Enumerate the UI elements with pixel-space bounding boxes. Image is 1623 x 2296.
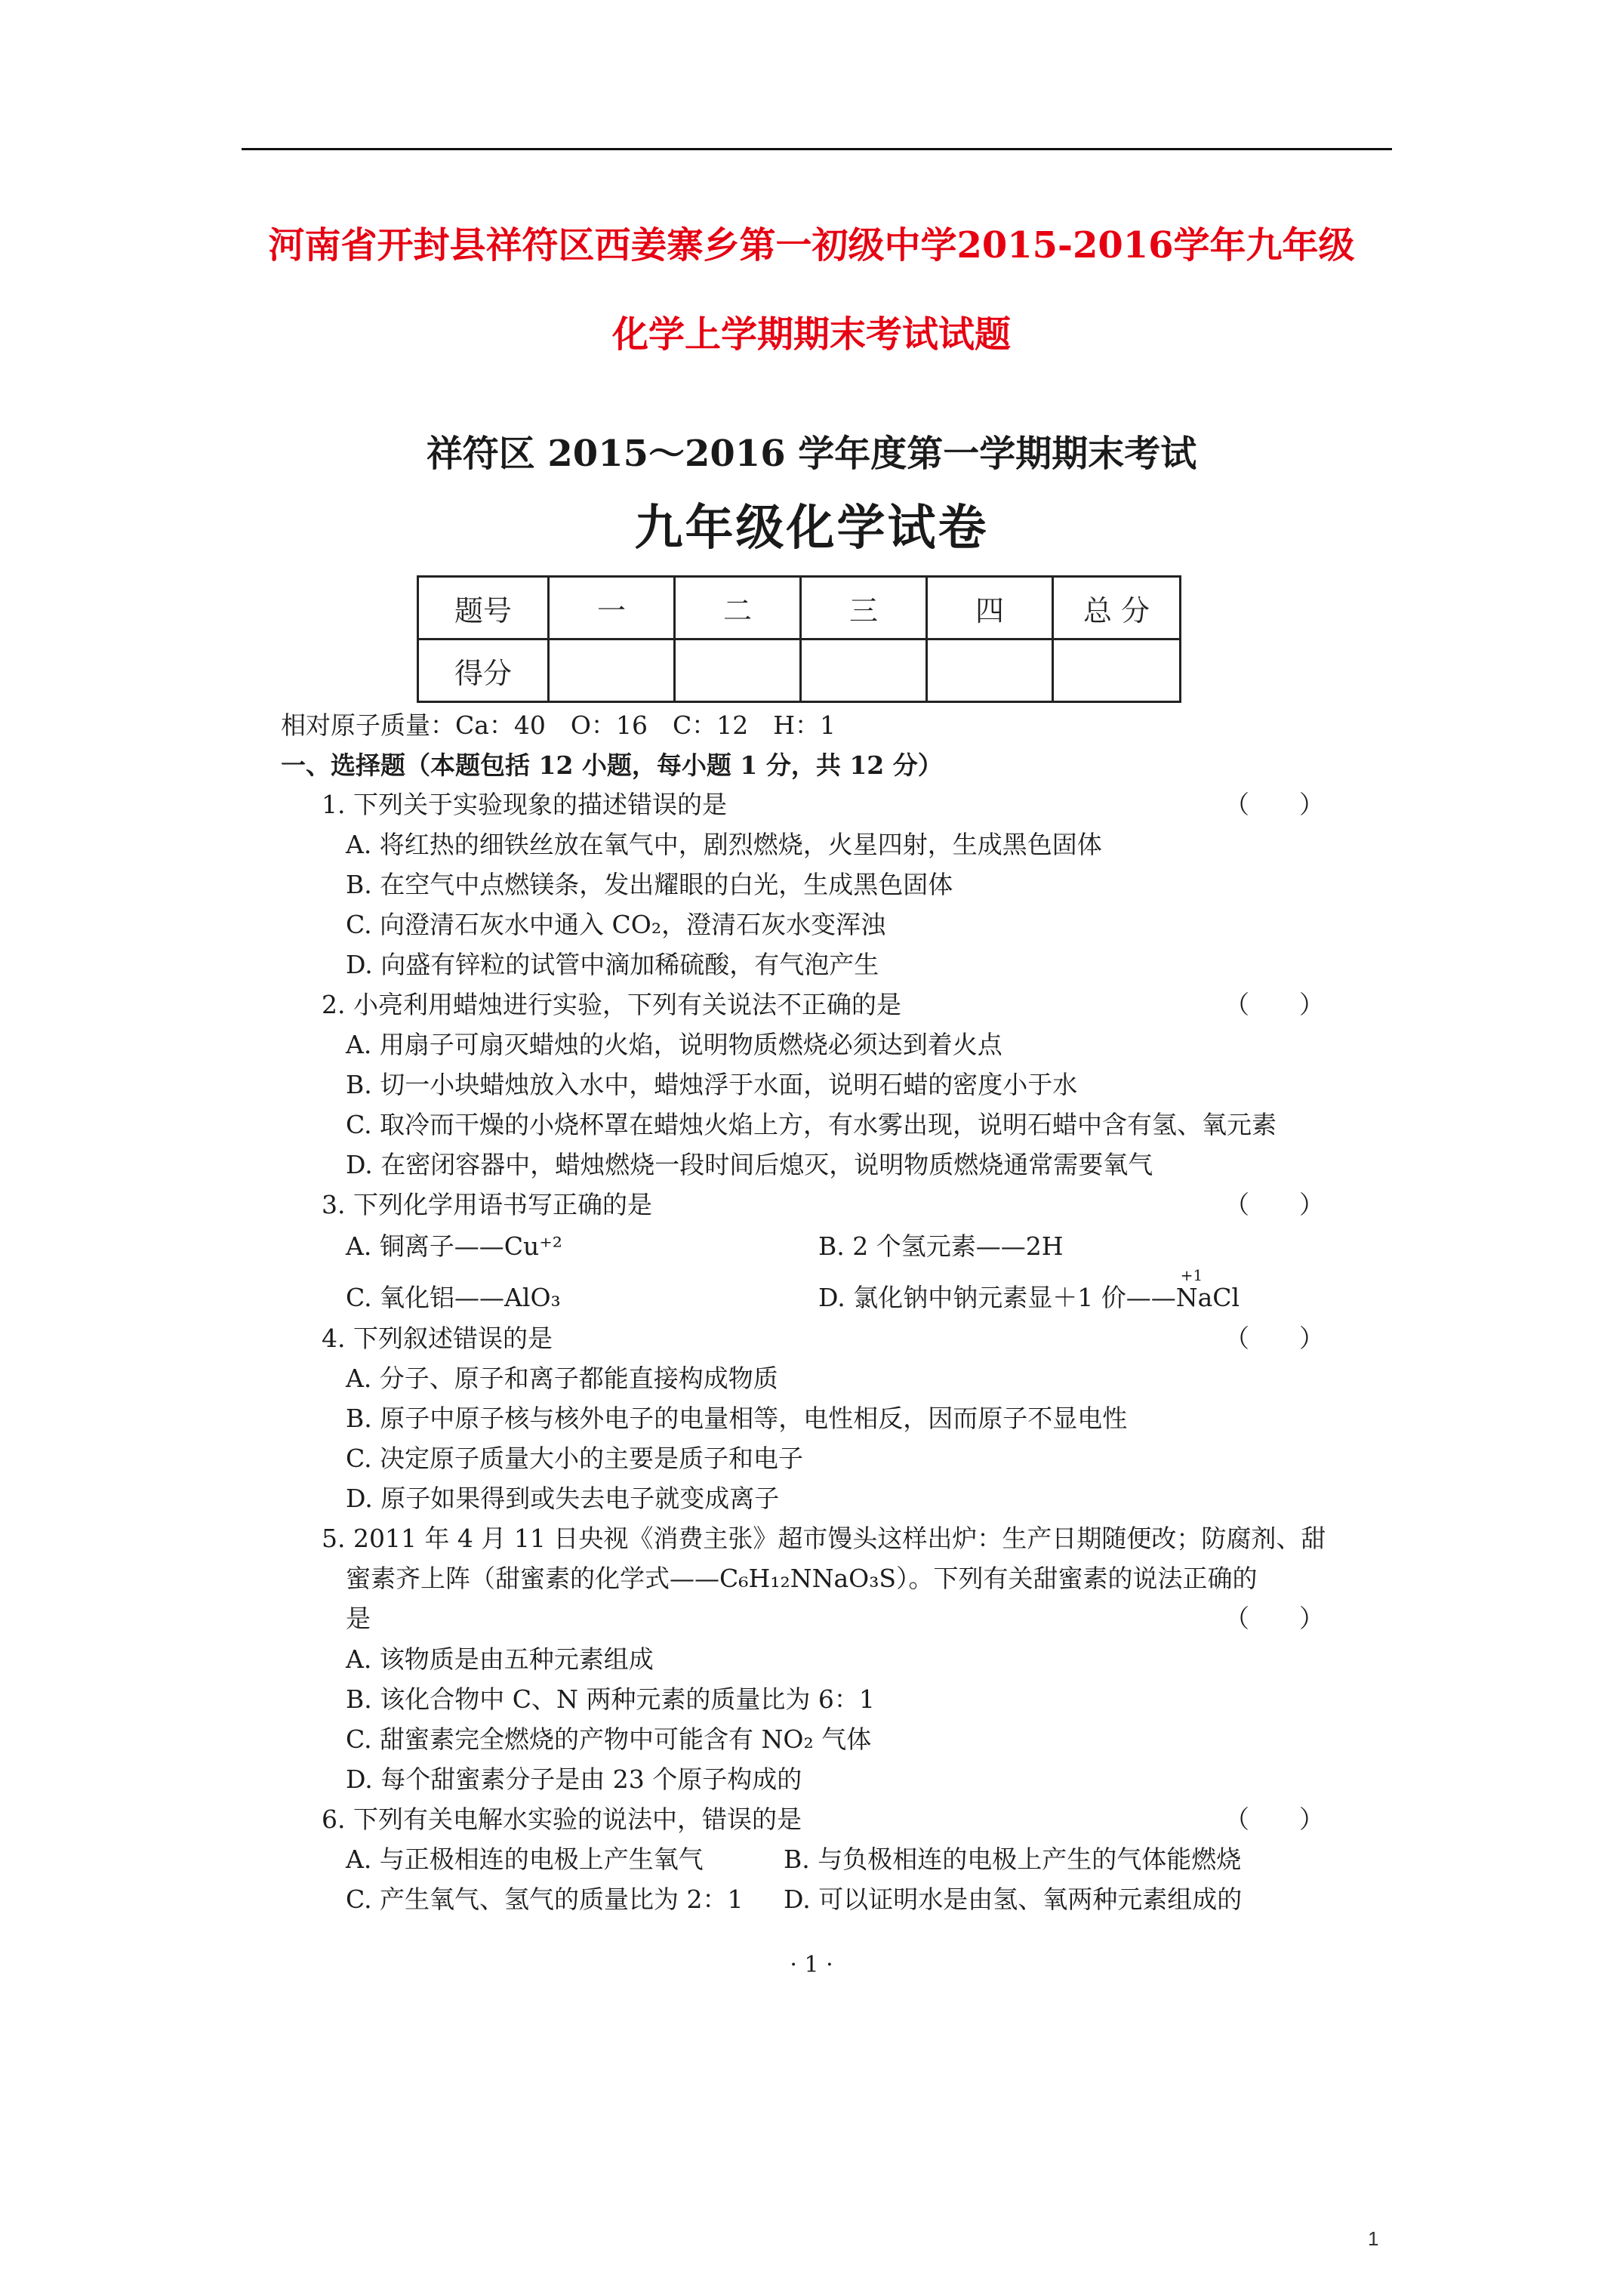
score-cell: 二 xyxy=(675,577,801,639)
score-cell: 得分 xyxy=(418,639,549,702)
score-cell-empty xyxy=(675,639,801,702)
q2-option-b: B. 切一小块蜡烛放入水中，蜡烛浮于水面，说明石蜡的密度小于水 xyxy=(346,1070,1078,1099)
score-cell-empty xyxy=(801,639,927,702)
q3-option-d-text: D. 氯化钠中钠元素显＋1 价—— xyxy=(818,1283,1176,1312)
q6-option-c: C. 产生氧气、氢气的质量比为 2：1 xyxy=(346,1885,744,1914)
answer-blank: （ ） xyxy=(1224,790,1324,819)
nacl-formula xyxy=(1175,1266,1240,1312)
q3-option-d xyxy=(818,1266,1240,1314)
question-4-stem: 4. 下列叙述错误的是 xyxy=(322,1324,553,1353)
question-1-stem: 1. 下列关于实验现象的描述错误的是 xyxy=(322,790,727,819)
q3-option-b: B. 2 个氢元素——2H xyxy=(818,1231,1064,1261)
q2-option-c: C. 取冷而干燥的小烧杯罩在蜡烛火焰上方，有水雾出现，说明石蜡中含有氢、氧元素 xyxy=(346,1110,1277,1139)
q5-option-a: A. 该物质是由五种元素组成 xyxy=(346,1644,654,1674)
q6-option-b: B. 与负极相连的电极上产生的气体能燃烧 xyxy=(784,1845,1242,1874)
q1-option-a: A. 将红热的细铁丝放在氧气中，剧烈燃烧，火星四射，生成黑色固体 xyxy=(346,830,1102,859)
q1-option-b: B. 在空气中点燃镁条，发出耀眼的白光，生成黑色固体 xyxy=(346,870,953,899)
q6-option-d: D. 可以证明水是由氢、氧两种元素组成的 xyxy=(784,1885,1243,1914)
score-cell-empty xyxy=(1053,639,1181,702)
score-table-header-row xyxy=(418,577,1181,639)
atomic-mass-line: 相对原子质量：Ca：40 O：16 C：12 H：1 xyxy=(281,710,836,740)
q2-option-a: A. 用扇子可扇灭蜡烛的火焰，说明物质燃烧必须达到着火点 xyxy=(346,1030,1002,1059)
answer-blank: （ ） xyxy=(1224,1190,1324,1219)
q5-option-c: C. 甜蜜素完全燃烧的产物中可能含有 NO₂ 气体 xyxy=(346,1724,872,1754)
score-table xyxy=(417,575,1181,703)
exam-title: 祥符区 2015～2016 学年度第一学期期末考试 xyxy=(426,433,1197,475)
question-5-stem-line1: 5. 2011 年 4 月 11 日央视《消费主张》超市馒头这样出炉：生产日期随便改；防腐剂、甜 xyxy=(322,1524,1326,1553)
exam-subtitle: 九年级化学试卷 xyxy=(634,500,989,556)
score-cell: 三 xyxy=(801,577,927,639)
nacl-text: NaCl xyxy=(1175,1283,1240,1312)
footer-page-number: 1 xyxy=(1368,2227,1379,2250)
q4-option-c: C. 决定原子质量大小的主要是质子和电子 xyxy=(346,1444,804,1473)
score-cell: 一 xyxy=(549,577,675,639)
score-cell-empty xyxy=(549,639,675,702)
q3-option-a: A. 铜离子——Cu⁺² xyxy=(346,1231,562,1261)
q4-option-d: D. 原子如果得到或失去电子就变成离子 xyxy=(346,1484,780,1513)
q1-option-c: C. 向澄清石灰水中通入 CO₂，澄清石灰水变浑浊 xyxy=(346,910,886,939)
q5-option-d: D. 每个甜蜜素分子是由 23 个原子构成的 xyxy=(346,1764,802,1794)
question-3-stem: 3. 下列化学用语书写正确的是 xyxy=(322,1190,652,1219)
answer-blank: （ ） xyxy=(1224,990,1324,1019)
question-2-stem: 2. 小亮利用蜡烛进行实验，下列有关说法不正确的是 xyxy=(322,990,901,1019)
score-cell: 四 xyxy=(927,577,1053,639)
q2-option-d: D. 在密闭容器中，蜡烛燃烧一段时间后熄灭，说明物质燃烧通常需要氧气 xyxy=(346,1150,1153,1179)
question-5-stem-line3: 是 xyxy=(346,1604,371,1633)
answer-blank: （ ） xyxy=(1224,1604,1324,1633)
header-rule xyxy=(242,148,1392,150)
q4-option-b: B. 原子中原子核与核外电子的电量相等，电性相反，因而原子不显电性 xyxy=(346,1404,1128,1433)
score-cell: 总 分 xyxy=(1053,577,1181,639)
q3-option-c: C. 氧化铝——AlO₃ xyxy=(346,1283,561,1312)
q6-option-a: A. 与正极相连的电极上产生氧气 xyxy=(346,1845,704,1874)
valence-mark: +1 xyxy=(1180,1266,1203,1284)
document-title-line2: 化学上学期期末考试试题 xyxy=(611,313,1011,356)
answer-blank: （ ） xyxy=(1224,1324,1324,1353)
score-cell-empty xyxy=(927,639,1053,702)
q4-option-a: A. 分子、原子和离子都能直接构成物质 xyxy=(346,1364,778,1393)
score-cell: 题号 xyxy=(418,577,549,639)
score-table-score-row xyxy=(418,639,1181,702)
answer-blank: （ ） xyxy=(1224,1804,1324,1834)
q1-option-d: D. 向盛有锌粒的试管中滴加稀硫酸，有气泡产生 xyxy=(346,950,879,979)
section-1-heading: 一、选择题（本题包括 12 小题，每小题 1 分，共 12 分） xyxy=(281,750,943,780)
question-6-stem: 6. 下列有关电解水实验的说法中，错误的是 xyxy=(322,1804,802,1834)
q5-option-b: B. 该化合物中 C、N 两种元素的质量比为 6：1 xyxy=(346,1684,875,1714)
document-title-line1: 河南省开封县祥符区西姜寨乡第一初级中学2015-2016学年九年级 xyxy=(268,224,1355,267)
scanned-page-number: · 1 · xyxy=(790,1952,833,1978)
question-5-stem-line2: 蜜素齐上阵（甜蜜素的化学式——C₆H₁₂NNaO₃S）。下列有关甜蜜素的说法正确的 xyxy=(346,1564,1258,1593)
